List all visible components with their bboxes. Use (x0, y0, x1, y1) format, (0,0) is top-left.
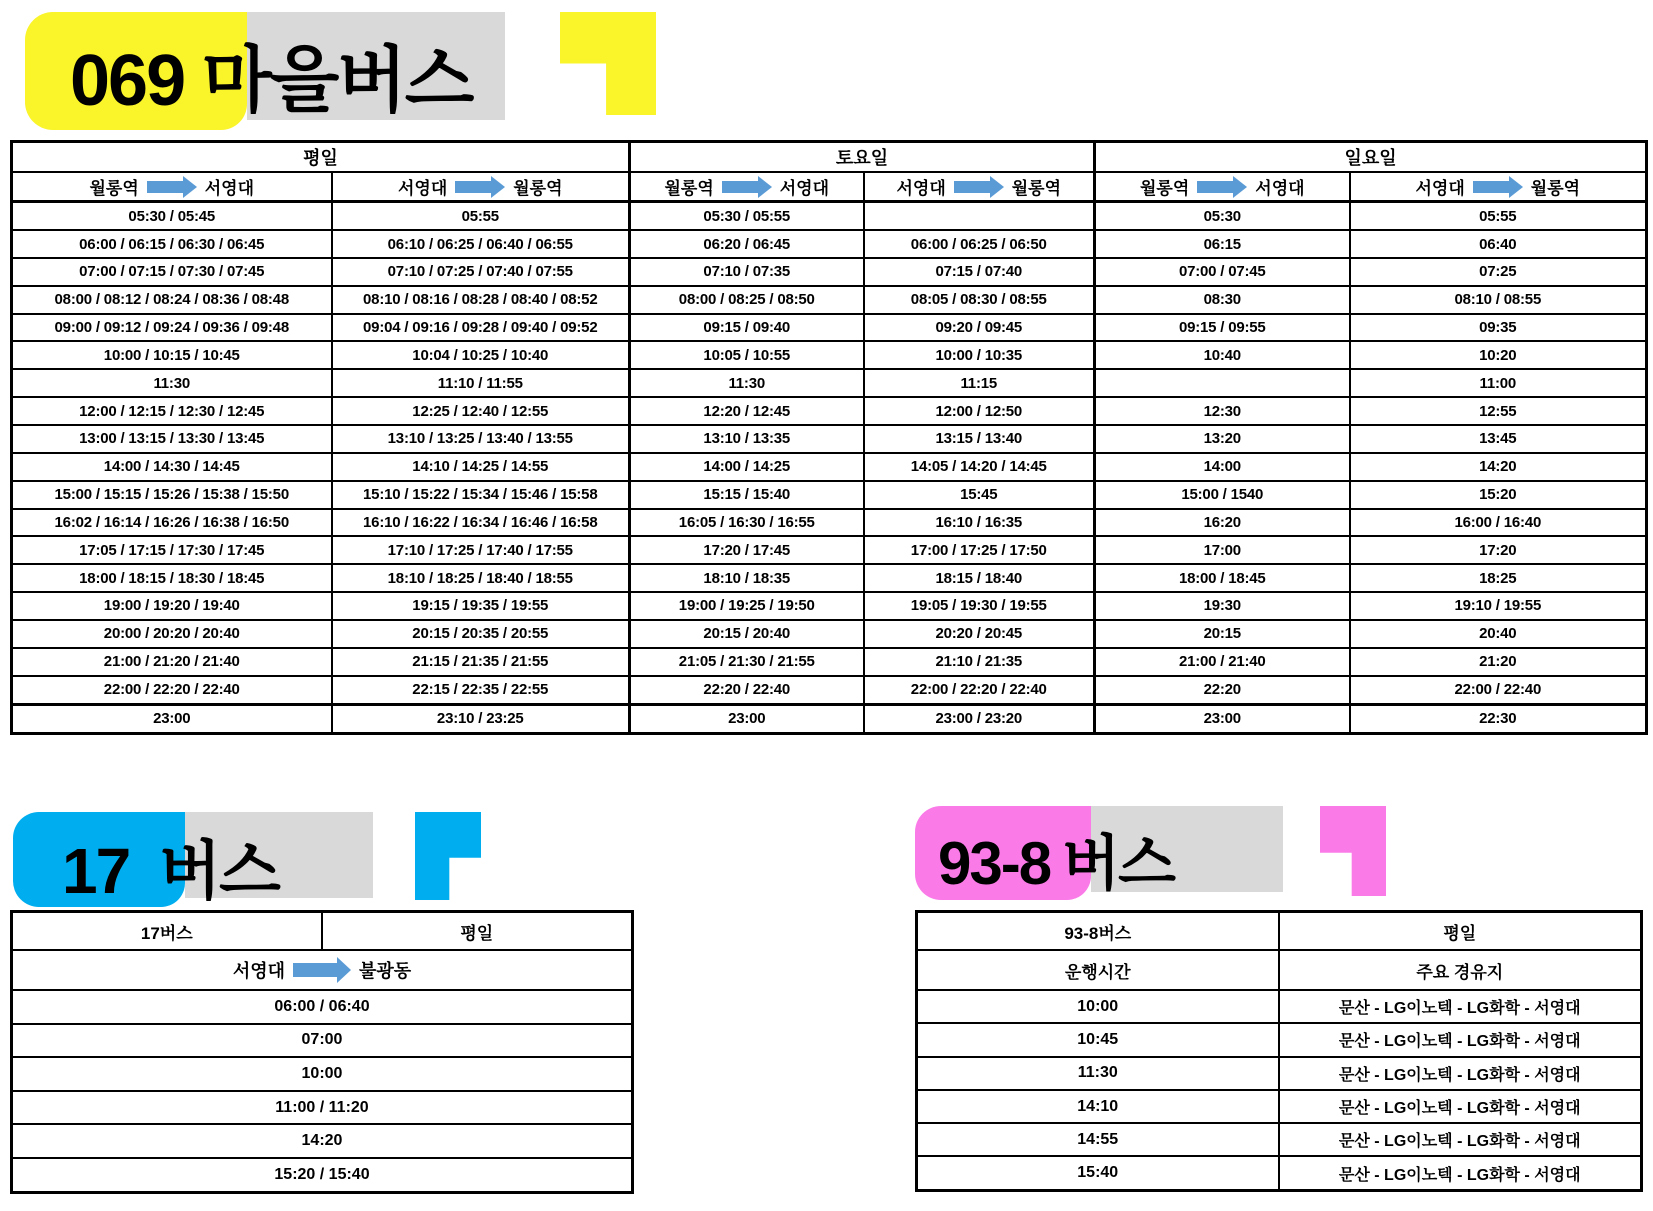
time-cell: 08:00 / 08:25 / 08:50 (630, 286, 864, 314)
time-cell: 11:15 (864, 369, 1095, 397)
time-cell: 11:00 / 11:20 (12, 1091, 633, 1125)
direction-header: 서영대 월롱역 (332, 172, 630, 202)
time-cell: 10:05 / 10:55 (630, 341, 864, 369)
bus17-header-row (12, 912, 633, 951)
time-cell: 09:15 / 09:55 (1095, 314, 1350, 342)
time-cell: 08:30 (1095, 286, 1350, 314)
time-cell: 21:00 / 21:40 (1095, 648, 1350, 676)
bus938-title-suffix: 버스 (1062, 830, 1175, 897)
timetable-row (12, 704, 1647, 733)
timetable-row (12, 230, 1647, 258)
timetable-row (12, 202, 1647, 231)
timetable-row (12, 258, 1647, 286)
time-cell: 08:10 / 08:16 / 08:28 / 08:40 / 08:52 (332, 286, 630, 314)
time-cell: 12:55 (1350, 397, 1647, 425)
time-cell: 19:05 / 19:30 / 19:55 (864, 592, 1095, 620)
time-cell: 16:10 / 16:22 / 16:34 / 16:46 / 16:58 (332, 509, 630, 537)
route-cell: 문산 - LG이노텍 - LG화학 - 서영대 (1279, 1090, 1642, 1123)
time-cell: 13:10 / 13:35 (630, 425, 864, 453)
time-cell: 14:20 (12, 1124, 633, 1158)
time-cell: 10:00 (917, 990, 1279, 1023)
time-cell: 11:30 (630, 369, 864, 397)
right-arrow-icon (1473, 176, 1523, 198)
time-cell: 22:00 / 22:20 / 22:40 (864, 676, 1095, 705)
time-cell: 23:00 / 23:20 (864, 704, 1095, 733)
time-cell: 16:05 / 16:30 / 16:55 (630, 509, 864, 537)
time-cell: 15:00 / 15:15 / 15:26 / 15:38 / 15:50 (12, 481, 332, 509)
bus938-time-col-header: 운행시간 (917, 950, 1279, 990)
time-cell: 06:40 (1350, 230, 1647, 258)
time-cell: 22:20 (1095, 676, 1350, 705)
timetable-row (12, 536, 1647, 564)
direction-header-row (12, 172, 1647, 202)
bus17-title-suffix: 버스 (159, 835, 279, 907)
time-cell: 20:15 / 20:40 (630, 620, 864, 648)
timetable-row (12, 481, 1647, 509)
highlight-yellow-tab (560, 12, 656, 115)
day-header-sunday: 일요일 (1095, 142, 1647, 173)
bus938-timetable (915, 910, 1643, 1192)
time-cell: 17:05 / 17:15 / 17:30 / 17:45 (12, 536, 332, 564)
timetable-row (917, 990, 1642, 1023)
bus17-route: 서영대 불광동 (12, 950, 633, 990)
direction-header: 월롱역 서영대 (12, 172, 332, 202)
bus938-day-header: 평일 (1279, 912, 1642, 951)
direction-header: 서영대 월롱역 (1350, 172, 1647, 202)
time-cell: 16:10 / 16:35 (864, 509, 1095, 537)
time-cell: 22:00 / 22:20 / 22:40 (12, 676, 332, 705)
time-cell: 07:15 / 07:40 (864, 258, 1095, 286)
time-cell: 15:10 / 15:22 / 15:34 / 15:46 / 15:58 (332, 481, 630, 509)
time-cell: 22:20 / 22:40 (630, 676, 864, 705)
time-cell: 11:30 (12, 369, 332, 397)
time-cell: 16:00 / 16:40 (1350, 509, 1647, 537)
time-cell: 23:00 (630, 704, 864, 733)
time-cell: 17:20 (1350, 536, 1647, 564)
time-cell: 09:20 / 09:45 (864, 314, 1095, 342)
route-cell: 문산 - LG이노텍 - LG화학 - 서영대 (1279, 1156, 1642, 1190)
time-cell: 19:15 / 19:35 / 19:55 (332, 592, 630, 620)
timetable-row (12, 990, 633, 1024)
time-cell: 10:40 (1095, 341, 1350, 369)
bus938-title-number: 93-8 (938, 830, 1051, 897)
time-cell: 12:00 / 12:15 / 12:30 / 12:45 (12, 397, 332, 425)
bus938-title (938, 816, 1174, 902)
direction-header: 월롱역 서영대 (630, 172, 864, 202)
time-cell: 18:00 / 18:15 / 18:30 / 18:45 (12, 564, 332, 592)
time-cell: 05:55 (332, 202, 630, 231)
day-header-saturday: 토요일 (630, 142, 1095, 173)
time-cell: 12:00 / 12:50 (864, 397, 1095, 425)
right-arrow-icon (147, 176, 197, 198)
time-cell: 21:15 / 21:35 / 21:55 (332, 648, 630, 676)
time-cell: 23:00 (1095, 704, 1350, 733)
time-cell: 05:30 (1095, 202, 1350, 231)
timetable-row (12, 1057, 633, 1091)
direction-header: 서영대 월롱역 (864, 172, 1095, 202)
highlight-blue-tab (415, 812, 481, 900)
time-cell: 09:15 / 09:40 (630, 314, 864, 342)
right-arrow-icon (1197, 176, 1247, 198)
time-cell: 22:15 / 22:35 / 22:55 (332, 676, 630, 705)
time-cell: 15:45 (864, 481, 1095, 509)
time-cell: 13:45 (1350, 425, 1647, 453)
time-cell: 06:00 / 06:15 / 06:30 / 06:45 (12, 230, 332, 258)
time-cell: 19:30 (1095, 592, 1350, 620)
bus17-timetable (10, 910, 634, 1194)
time-cell: 12:30 (1095, 397, 1350, 425)
time-cell: 10:45 (917, 1023, 1279, 1056)
time-cell: 21:20 (1350, 648, 1647, 676)
time-cell: 10:04 / 10:25 / 10:40 (332, 341, 630, 369)
time-cell: 05:30 / 05:55 (630, 202, 864, 231)
time-cell: 11:30 (917, 1057, 1279, 1090)
time-cell: 23:00 (12, 704, 332, 733)
time-cell: 22:30 (1350, 704, 1647, 733)
bus069-title-suffix: 마을버스 (202, 41, 473, 121)
timetable-row (12, 676, 1647, 705)
time-cell: 20:15 (1095, 620, 1350, 648)
time-cell: 06:00 / 06:25 / 06:50 (864, 230, 1095, 258)
timetable-row (12, 286, 1647, 314)
time-cell: 18:15 / 18:40 (864, 564, 1095, 592)
bus17-table-body (12, 990, 633, 1193)
time-cell: 17:00 (1095, 536, 1350, 564)
time-cell: 07:00 / 07:15 / 07:30 / 07:45 (12, 258, 332, 286)
route-cell: 문산 - LG이노텍 - LG화학 - 서영대 (1279, 990, 1642, 1023)
bus17-title (62, 820, 279, 912)
timetable-row (12, 369, 1647, 397)
highlight-pink-tab (1320, 806, 1386, 896)
time-cell: 14:10 (917, 1090, 1279, 1123)
time-cell: 22:00 / 22:40 (1350, 676, 1647, 705)
time-cell (1095, 369, 1350, 397)
time-cell: 21:05 / 21:30 / 21:55 (630, 648, 864, 676)
time-cell: 06:10 / 06:25 / 06:40 / 06:55 (332, 230, 630, 258)
time-cell: 21:00 / 21:20 / 21:40 (12, 648, 332, 676)
bus069-table-body (12, 202, 1647, 734)
time-cell (864, 202, 1095, 231)
time-cell: 14:20 (1350, 453, 1647, 481)
time-cell: 15:40 (917, 1156, 1279, 1190)
timetable-row (12, 509, 1647, 537)
time-cell: 14:10 / 14:25 / 14:55 (332, 453, 630, 481)
time-cell: 15:15 / 15:40 (630, 481, 864, 509)
timetable-row (12, 341, 1647, 369)
time-cell: 14:00 / 14:25 (630, 453, 864, 481)
timetable-row (12, 397, 1647, 425)
time-cell: 12:20 / 12:45 (630, 397, 864, 425)
time-cell: 10:00 (12, 1057, 633, 1091)
bus069-title-number: 069 (70, 41, 185, 121)
time-cell: 13:10 / 13:25 / 13:40 / 13:55 (332, 425, 630, 453)
timetable-row (12, 314, 1647, 342)
time-cell: 06:00 / 06:40 (12, 990, 633, 1024)
route-cell: 문산 - LG이노텍 - LG화학 - 서영대 (1279, 1023, 1642, 1056)
time-cell: 23:10 / 23:25 (332, 704, 630, 733)
time-cell: 19:00 / 19:20 / 19:40 (12, 592, 332, 620)
timetable-row (12, 564, 1647, 592)
time-cell: 08:05 / 08:30 / 08:55 (864, 286, 1095, 314)
time-cell: 05:55 (1350, 202, 1647, 231)
time-cell: 17:10 / 17:25 / 17:40 / 17:55 (332, 536, 630, 564)
time-cell: 08:00 / 08:12 / 08:24 / 08:36 / 08:48 (12, 286, 332, 314)
timetable-row (12, 425, 1647, 453)
time-cell: 08:10 / 08:55 (1350, 286, 1647, 314)
timetable-row (12, 1091, 633, 1125)
time-cell: 10:20 (1350, 341, 1647, 369)
time-cell: 07:00 / 07:45 (1095, 258, 1350, 286)
route-cell: 문산 - LG이노텍 - LG화학 - 서영대 (1279, 1057, 1642, 1090)
time-cell: 11:10 / 11:55 (332, 369, 630, 397)
bus938-route-col-header: 주요 경유지 (1279, 950, 1642, 990)
time-cell: 14:00 (1095, 453, 1350, 481)
timetable-row (12, 592, 1647, 620)
time-cell: 13:00 / 13:15 / 13:30 / 13:45 (12, 425, 332, 453)
time-cell: 06:20 / 06:45 (630, 230, 864, 258)
time-cell: 07:10 / 07:25 / 07:40 / 07:55 (332, 258, 630, 286)
route-cell: 문산 - LG이노텍 - LG화학 - 서영대 (1279, 1123, 1642, 1156)
time-cell: 07:10 / 07:35 (630, 258, 864, 286)
time-cell: 07:25 (1350, 258, 1647, 286)
bus17-title-number: 17 (62, 835, 130, 907)
time-cell: 18:25 (1350, 564, 1647, 592)
time-cell: 09:04 / 09:16 / 09:28 / 09:40 / 09:52 (332, 314, 630, 342)
time-cell: 19:00 / 19:25 / 19:50 (630, 592, 864, 620)
time-cell: 10:00 / 10:15 / 10:45 (12, 341, 332, 369)
time-cell: 19:10 / 19:55 (1350, 592, 1647, 620)
right-arrow-icon (455, 176, 505, 198)
time-cell: 18:10 / 18:35 (630, 564, 864, 592)
bus938-subheader-row (917, 950, 1642, 990)
right-arrow-icon (722, 176, 772, 198)
time-cell: 20:40 (1350, 620, 1647, 648)
time-cell: 15:20 (1350, 481, 1647, 509)
timetable-row (12, 620, 1647, 648)
bus17-route-row (12, 950, 633, 990)
time-cell: 05:30 / 05:45 (12, 202, 332, 231)
time-cell: 21:10 / 21:35 (864, 648, 1095, 676)
timetable-row (12, 1024, 633, 1058)
timetable-row (917, 1156, 1642, 1190)
time-cell: 17:00 / 17:25 / 17:50 (864, 536, 1095, 564)
timetable-row (917, 1057, 1642, 1090)
time-cell: 15:00 / 1540 (1095, 481, 1350, 509)
bus938-name-header: 93-8버스 (917, 912, 1279, 951)
direction-header: 월롱역 서영대 (1095, 172, 1350, 202)
timetable-row (12, 1124, 633, 1158)
bus069-title (70, 22, 472, 126)
bus069-timetable (10, 140, 1648, 735)
timetable-row (12, 648, 1647, 676)
time-cell: 09:35 (1350, 314, 1647, 342)
right-arrow-icon (954, 176, 1004, 198)
time-cell: 13:20 (1095, 425, 1350, 453)
time-cell: 14:05 / 14:20 / 14:45 (864, 453, 1095, 481)
day-header-weekday: 평일 (12, 142, 630, 173)
bus17-name-header: 17버스 (12, 912, 322, 951)
time-cell: 10:00 / 10:35 (864, 341, 1095, 369)
time-cell: 06:15 (1095, 230, 1350, 258)
time-cell: 16:02 / 16:14 / 16:26 / 16:38 / 16:50 (12, 509, 332, 537)
day-header-row (12, 142, 1647, 173)
timetable-row (12, 453, 1647, 481)
time-cell: 18:00 / 18:45 (1095, 564, 1350, 592)
time-cell: 16:20 (1095, 509, 1350, 537)
timetable-row (917, 1090, 1642, 1123)
time-cell: 14:00 / 14:30 / 14:45 (12, 453, 332, 481)
time-cell: 17:20 / 17:45 (630, 536, 864, 564)
bus938-header-row (917, 912, 1642, 951)
timetable-row (12, 1158, 633, 1192)
time-cell: 18:10 / 18:25 / 18:40 / 18:55 (332, 564, 630, 592)
right-arrow-icon (293, 957, 351, 983)
timetable-row (917, 1123, 1642, 1156)
time-cell: 20:20 / 20:45 (864, 620, 1095, 648)
timetable-row (917, 1023, 1642, 1056)
time-cell: 20:15 / 20:35 / 20:55 (332, 620, 630, 648)
time-cell: 20:00 / 20:20 / 20:40 (12, 620, 332, 648)
time-cell: 12:25 / 12:40 / 12:55 (332, 397, 630, 425)
time-cell: 07:00 (12, 1024, 633, 1058)
time-cell: 11:00 (1350, 369, 1647, 397)
time-cell: 15:20 / 15:40 (12, 1158, 633, 1192)
time-cell: 13:15 / 13:40 (864, 425, 1095, 453)
time-cell: 14:55 (917, 1123, 1279, 1156)
time-cell: 09:00 / 09:12 / 09:24 / 09:36 / 09:48 (12, 314, 332, 342)
bus938-table-body (917, 990, 1642, 1191)
bus17-day-header: 평일 (322, 912, 633, 951)
